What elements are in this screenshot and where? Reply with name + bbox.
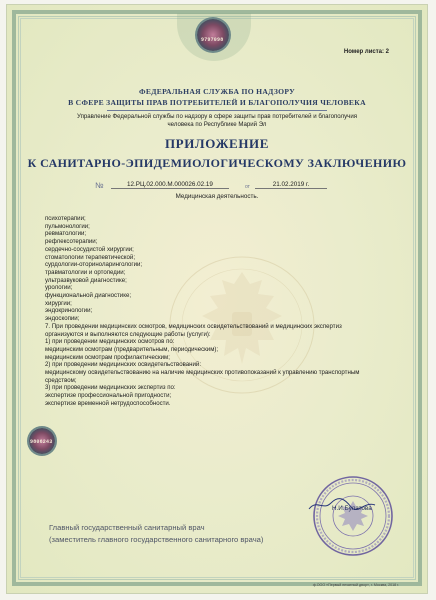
service-line: хирургии; xyxy=(45,299,72,307)
services-list xyxy=(45,215,405,408)
service-line: эндокринологии; xyxy=(45,307,93,315)
regional-office-line-1: Управление Федеральной службы по надзору в сфере защиты прав потребителей и благополучия xyxy=(76,113,358,120)
hologram-top-code: 9797098 xyxy=(201,37,224,43)
service-line: ультразвуковой диагностике; xyxy=(45,276,127,284)
printer-footer: ф.ООО «Первый печатный двор», г. Москва, 2018 г. xyxy=(312,583,399,587)
service-line: организуются и выполняются следующие работы (услуги): xyxy=(45,330,211,338)
service-line: урологии; xyxy=(45,284,73,292)
service-line: психотерапии; xyxy=(45,215,86,222)
conclusion-date: 21.02.2019 г. xyxy=(255,181,327,189)
activity-type: Медицинская деятельность. xyxy=(175,193,259,200)
signatory-title-note: (заместитель главного государственного санитарного врача) xyxy=(49,535,264,544)
service-line: 3) при проведении медицинских экспертиз по: xyxy=(45,384,176,392)
hologram-side-icon xyxy=(29,428,55,454)
signatory-title: Главный государственный санитарный врач xyxy=(49,523,205,532)
service-line: эндоскопии; xyxy=(45,315,80,323)
hologram-top-icon xyxy=(197,19,229,51)
regional-office-line-2: человека по Республике Марий Эл xyxy=(167,120,267,128)
reference-row xyxy=(95,178,345,192)
date-prefix: от xyxy=(245,184,250,190)
number-sign: № xyxy=(95,181,104,190)
service-line: экспертизе профессиональной пригодности; xyxy=(45,392,172,400)
certificate-sheet xyxy=(6,4,428,594)
service-line: средством; xyxy=(45,376,77,384)
service-line: 1) при проведении медицинских осмотров по: xyxy=(45,338,175,346)
agency-name-line-2: В СФЕРЕ ЗАЩИТЫ ПРАВ ПОТРЕБИТЕЛЕЙ И БЛАГОПОЛУЧИЯ ЧЕЛОВЕКА xyxy=(68,98,366,107)
official-seal-icon xyxy=(312,475,394,557)
service-line: стоматологии терапевтической; xyxy=(45,253,136,261)
service-line: функциональной диагностике; xyxy=(45,292,132,300)
regional-office xyxy=(41,113,393,129)
service-line: медицинскому освидетельствованию на наличие медицинских противопоказаний к управлению транспортным xyxy=(45,369,360,377)
service-line: травматологии и ортопедии; xyxy=(45,268,126,276)
document-title: ПРИЛОЖЕНИЕ xyxy=(164,136,270,151)
document-subtitle: К САНИТАРНО-ЭПИДЕМИОЛОГИЧЕСКОМУ ЗАКЛЮЧЕНИЮ xyxy=(27,156,407,170)
service-line: 7. При проведении медицинских осмотров, медицинских освидетельствований и медицинских экспертиз xyxy=(45,322,342,330)
service-line: рефлексотерапии; xyxy=(45,238,98,246)
service-line: ревматологии; xyxy=(45,230,87,238)
signatory-name: Н.И.Булатова xyxy=(332,505,372,512)
service-line: пульмонологии; xyxy=(45,222,90,230)
service-line: сердечно-сосудистой хирургии; xyxy=(45,245,134,253)
conclusion-number: 12.РЦ.02.000.М.000026.02.19 xyxy=(111,181,229,189)
service-line: экспертизе временной нетрудоспособности. xyxy=(45,399,171,407)
header-divider xyxy=(107,110,327,111)
service-line: медицинским осмотрам профилактическим; xyxy=(45,353,170,361)
page-number: Номер листа: 2 xyxy=(343,49,389,55)
service-line: 2) при проведении медицинских освидетельствований: xyxy=(45,361,202,369)
agency-name-line-1: ФЕДЕРАЛЬНАЯ СЛУЖБА ПО НАДЗОРУ xyxy=(139,87,295,96)
hologram-side-code: 9806243 xyxy=(30,439,53,445)
service-line: медицинским осмотрам (предварительным, периодическим); xyxy=(45,345,219,353)
service-line: сурдологии-оториноларингологии; xyxy=(45,261,143,269)
